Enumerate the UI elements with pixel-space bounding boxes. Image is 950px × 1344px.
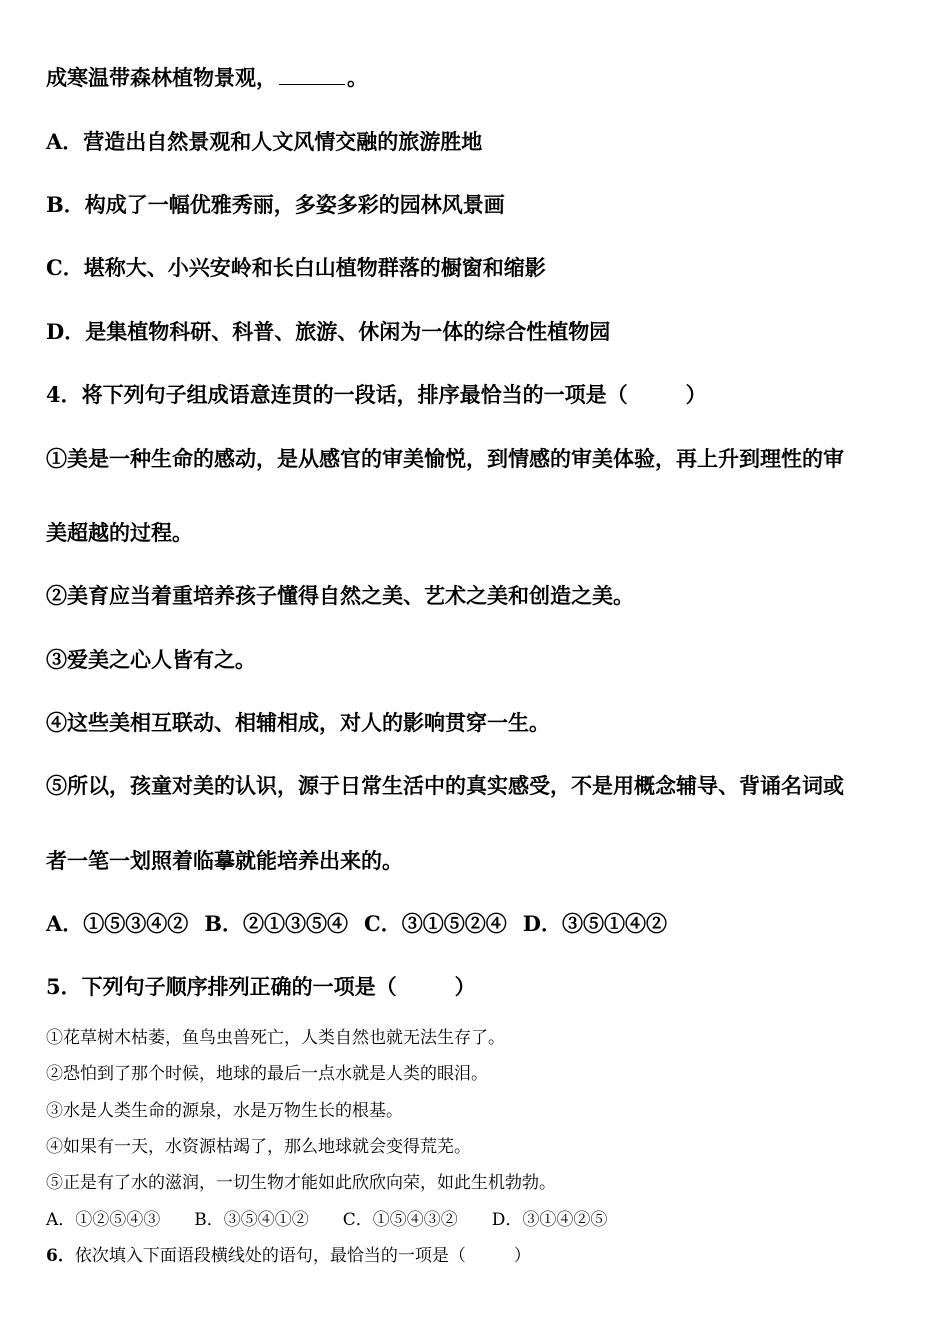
q4-sentence-2: ②美育应当着重培养孩子懂得自然之美、艺术之美和创造之美。 (46, 583, 634, 608)
q6-number: 6． (46, 1246, 75, 1266)
q4-stem-close: ） (685, 382, 707, 407)
q6-stem-text: 依次填入下面语段横线处的语句，最恰当的一项是（ (74, 1246, 466, 1266)
q5-options (46, 1205, 641, 1230)
q4-sentence-1-line-2: 美超越的过程。 (46, 520, 193, 545)
q5-sentence-4: ④如果有一天，水资源枯竭了，那么地球就会变得荒芜。 (46, 1137, 471, 1157)
q5-sentence-5: ⑤正是有了水的滋润，一切生物才能如此欣欣向荣，如此生机勃勃。 (46, 1173, 556, 1193)
q4-options (46, 908, 683, 938)
q3-option-b: B．构成了一幅优雅秀丽，多姿多彩的园林风景画 (46, 192, 505, 217)
q5-option-a: A．①②⑤④③ (46, 1210, 161, 1230)
q6-stem (46, 1241, 531, 1266)
q3-option-c: C．堪称大、小兴安岭和长白山植物群落的橱窗和缩影 (46, 255, 546, 280)
q4-sentence-1-line-1: ①美是一种生命的感动，是从感官的审美愉悦，到情感的审美体验，再上升到理性的审 (46, 446, 844, 471)
q5-stem (46, 971, 476, 1001)
q4-option-b: B．②①③⑤④ (204, 911, 349, 936)
q4-sentence-5-line-1: ⑤所以，孩童对美的认识，源于日常生活中的真实感受，不是用概念辅导、背诵名词或 (46, 773, 844, 798)
q3-stem-tail (46, 62, 368, 92)
q5-sentence-2: ②恐怕到了那个时候，地球的最后一点水就是人类的眼泪。 (46, 1064, 488, 1084)
q5-option-b: B．③⑤④①② (194, 1210, 309, 1230)
q4-option-c: C．③①⑤②④ (364, 911, 507, 936)
q5-option-d: D．③①④②⑤ (491, 1210, 608, 1230)
q4-option-d: D．③⑤①④② (522, 911, 667, 936)
q3-option-a: A．营造出自然景观和人文风情交融的旅游胜地 (46, 129, 483, 154)
q5-stem-close: ） (454, 974, 476, 999)
q5-sentence-3: ③水是人类生命的源泉，水是万物生长的根基。 (46, 1101, 403, 1121)
q4-sentence-5-line-2: 者一笔一划照着临摹就能培养出来的。 (46, 848, 403, 873)
q4-sentence-3: ③爱美之心人皆有之。 (46, 647, 256, 672)
q3-answer-blank (279, 66, 345, 85)
q4-option-a: A．①⑤③④② (46, 911, 189, 936)
q5-option-c: C．①⑤④③② (342, 1210, 458, 1230)
q3-stem-text: 成寒温带森林植物景观， (46, 65, 277, 90)
q3-stem-end: 。 (347, 65, 368, 90)
q4-stem-text: 4．将下列句子组成语意连贯的一段话，排序最恰当的一项是（ (46, 382, 628, 407)
q3-option-d: D．是集植物科研、科普、旅游、休闲为一体的综合性植物园 (46, 319, 611, 344)
q4-sentence-4: ④这些美相互联动、相辅相成，对人的影响贯穿一生。 (46, 710, 550, 735)
q5-stem-text: 5．下列句子顺序排列正确的一项是（ (46, 974, 397, 999)
q4-stem (46, 379, 707, 409)
q6-stem-close: ） (513, 1246, 531, 1266)
q5-sentence-1: ①花草树木枯萎，鱼鸟虫兽死亡，人类自然也就无法生存了。 (46, 1028, 505, 1048)
